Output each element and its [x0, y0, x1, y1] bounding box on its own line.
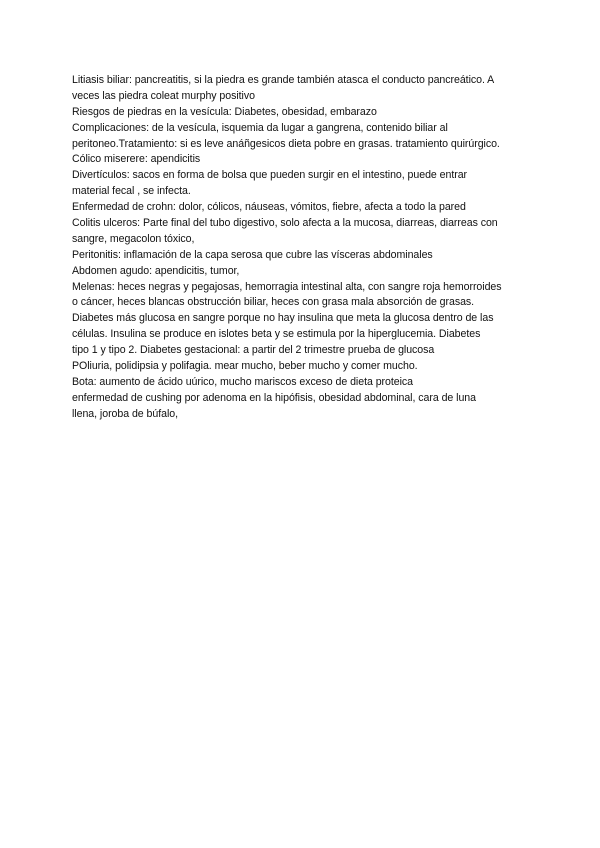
text-line: material fecal , se infecta.	[72, 185, 191, 198]
text-line: o cáncer, heces blancas obstrucción biliar, heces con grasa mala absorción de grasas.	[72, 296, 475, 309]
text-line: POliuria, polidipsia y polifagia. mear mucho, beber mucho y comer mucho.	[72, 360, 418, 373]
text-line: veces las piedra coleat murphy positivo	[72, 89, 255, 102]
text-line: Cólico miserere: apendicitis	[72, 153, 201, 166]
text-line: sangre, megacolon tóxico,	[72, 232, 195, 245]
text-line: Colitis ulceros: Parte final del tubo digestivo, solo afecta a la mucosa, diarreas, diarreas con	[72, 217, 498, 230]
text-line: células. Insulina se produce en islotes beta y se estimula por la hiperglucemia. Diabetes	[72, 328, 481, 341]
text-line: Bota: aumento de ácido uúrico, mucho mariscos exceso de dieta proteica	[72, 375, 413, 388]
text-line: llena, joroba de búfalo,	[72, 407, 178, 420]
text-line: Litiasis biliar: pancreatitis, si la piedra es grande también atasca el conducto pancreático. A	[72, 74, 495, 86]
text-line: Melenas: heces negras y pegajosas, hemorragia intestinal alta, con sangre roja hemorroides	[72, 280, 502, 293]
text-line: Abdomen agudo: apendicitis, tumor,	[72, 264, 240, 277]
text-line: Enfermedad de crohn: dolor, cólicos, náuseas, vómitos, fiebre, afecta a todo la pared	[72, 201, 466, 214]
text-line: Complicaciones: de la vesícula, isquemia da lugar a gangrena, contenido biliar al	[72, 121, 448, 134]
document-body	[72, 73, 534, 423]
text-line: Divertículos: sacos en forma de bolsa que pueden surgir en el intestino, puede entrar	[72, 169, 468, 182]
text-line: tipo 1 y tipo 2. Diabetes gestacional: a partir del 2 trimestre prueba de glucosa	[72, 344, 435, 357]
text-line: Riesgos de piedras en la vesícula: Diabetes, obesidad, embarazo	[72, 105, 377, 118]
text-line: Peritonitis: inflamación de la capa serosa que cubre las vísceras abdominales	[72, 248, 433, 261]
text-line: enfermedad de cushing por adenoma en la hipófisis, obesidad abdominal, cara de luna	[72, 391, 476, 404]
text-line: Diabetes más glucosa en sangre porque no hay insulina que meta la glucosa dentro de las	[72, 312, 494, 325]
text-line: peritoneo.Tratamiento: si es leve anáñgesicos dieta pobre en grasas. tratamiento quirúrgico.	[72, 137, 500, 150]
